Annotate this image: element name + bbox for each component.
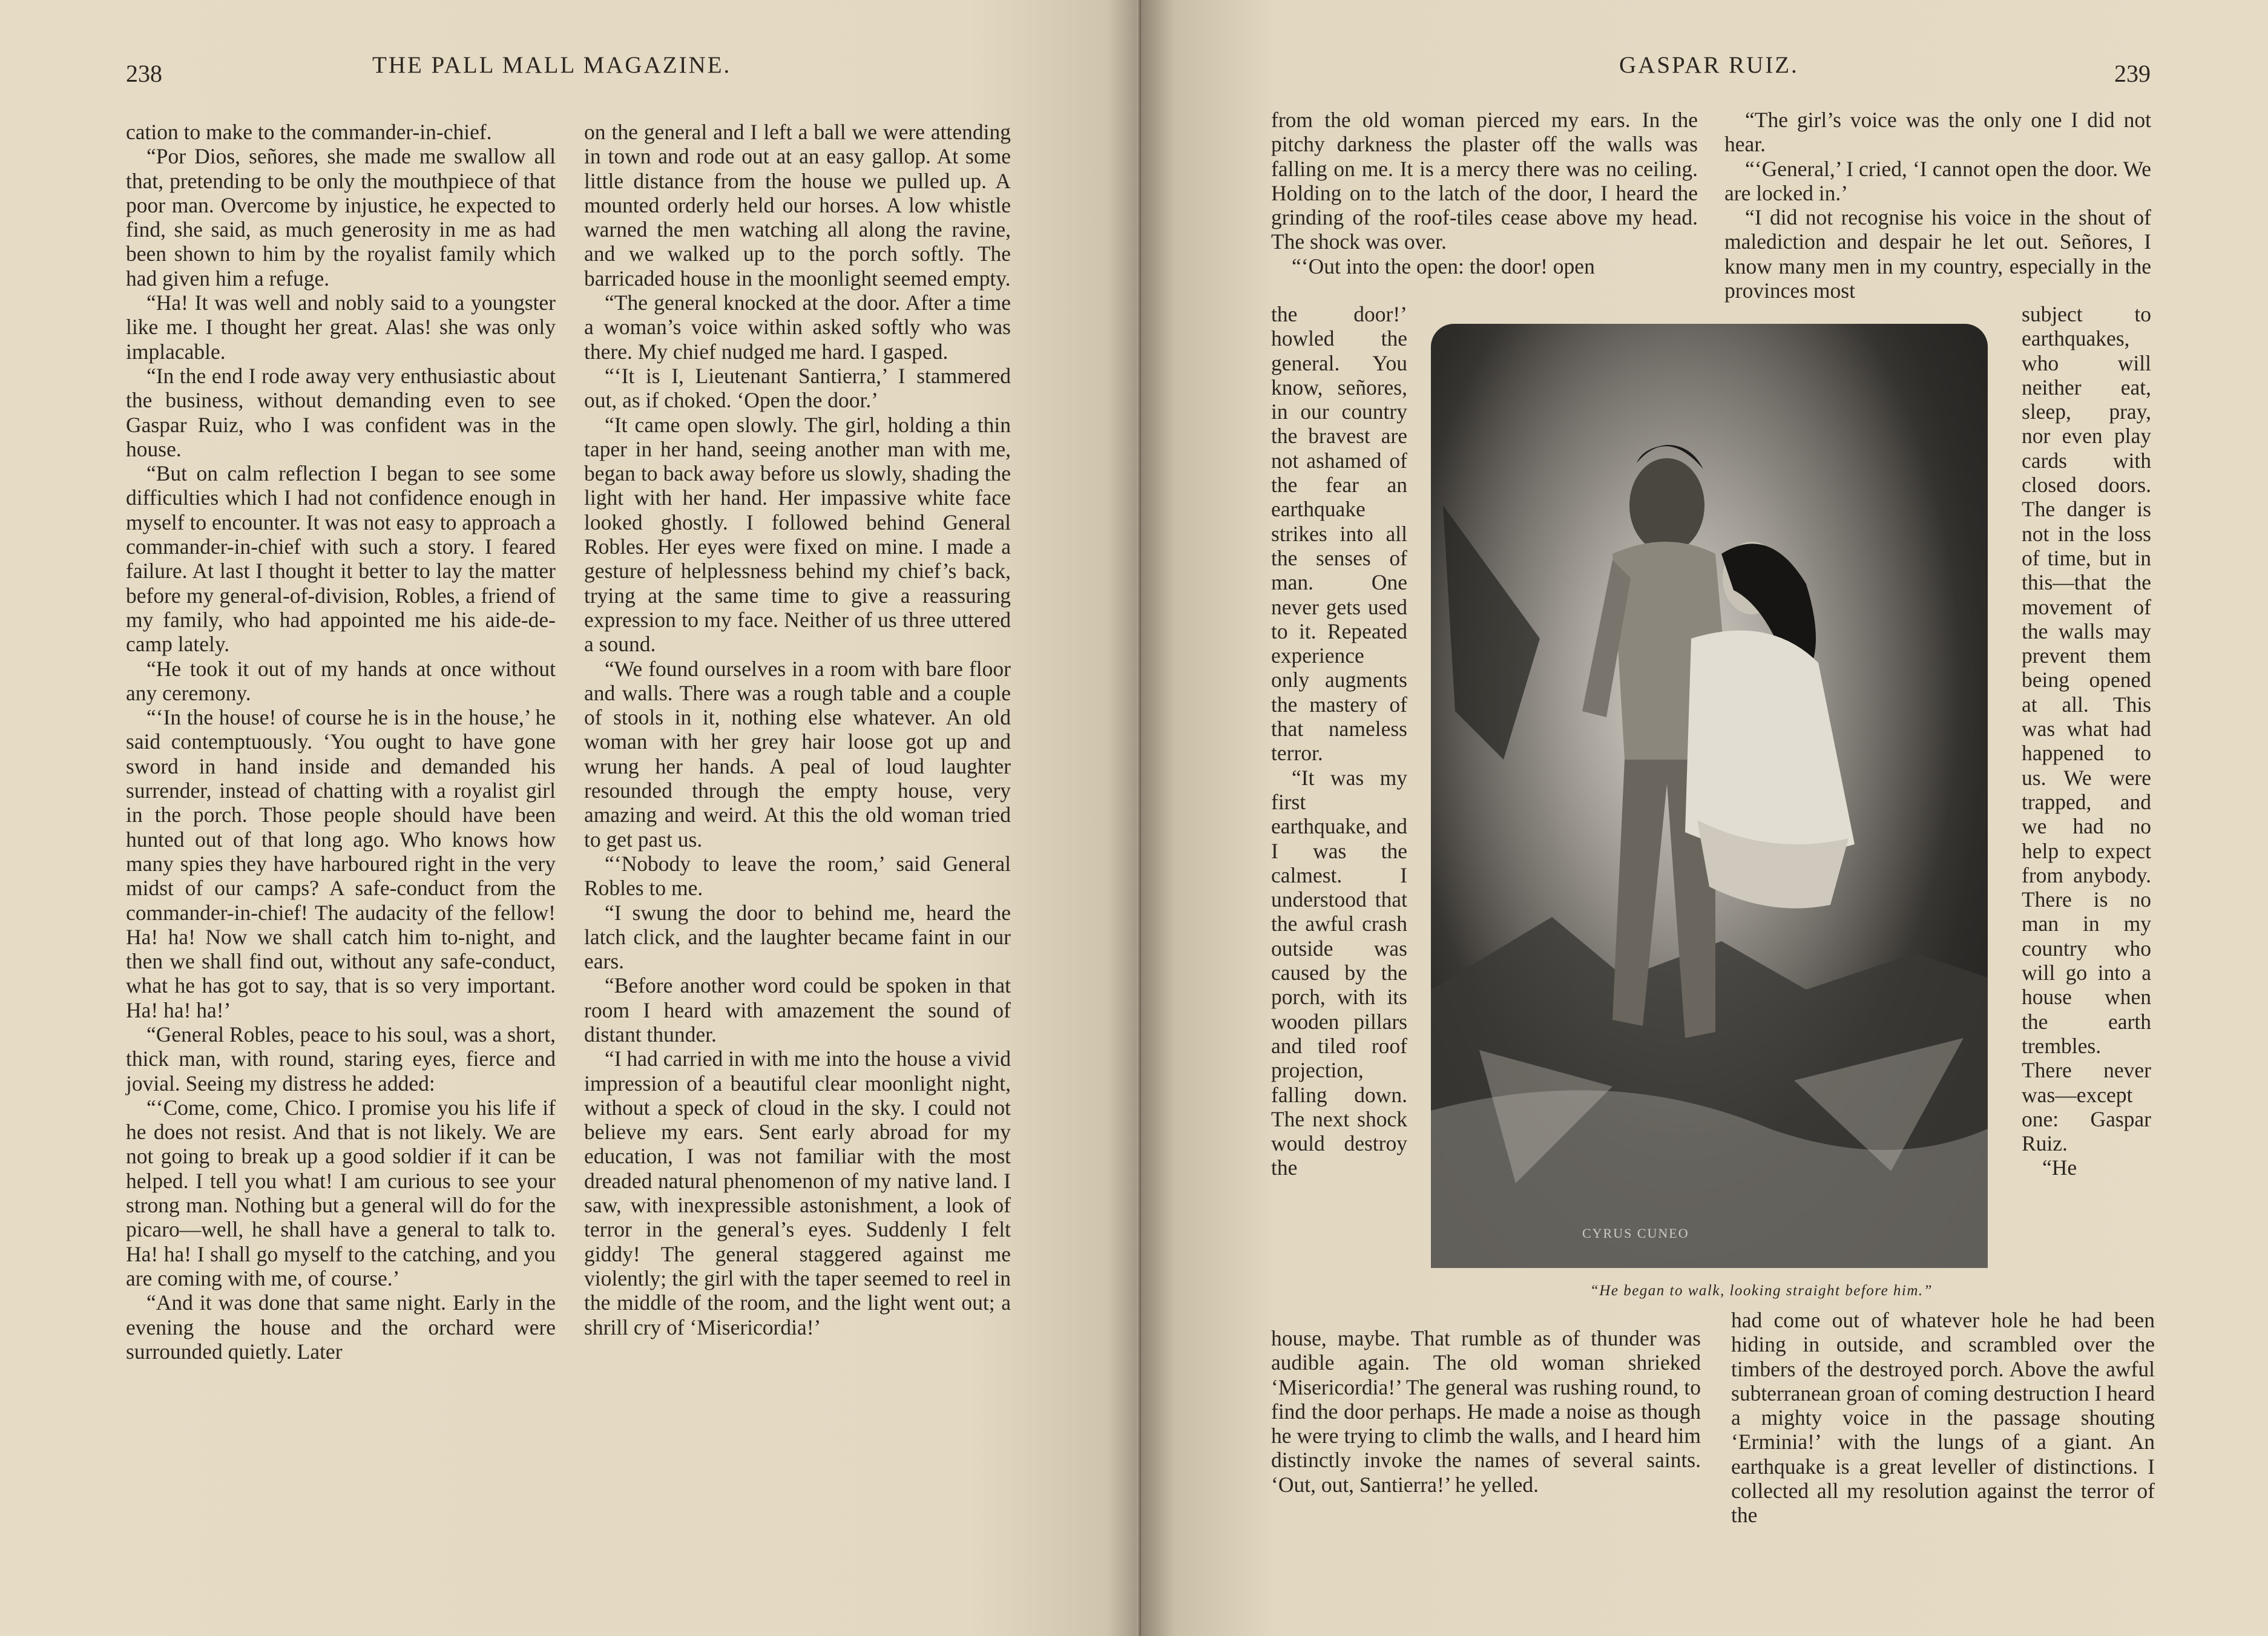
paragraph: had come out of whatever hole he had been hiding in outside, and scrambled over the timbers of the destroyed porch. Above the awful subterranean groan of coming destruction I heard a mighty voice in the passage shouting ‘Erminia!’ with the lungs of a giant. An earthquake is a great leveller of distinctions. I collected all my resolution against the terror of the bbox=[1731, 1308, 2155, 1528]
paragraph: house, maybe. That rumble as of thunder was audible again. The old woman shrieked ‘Misericordia!’ The general was rushing round, to find the door perhaps. He made a noise as though he were trying to climb the walls, and I heard him distinctly invoke the names of several saints. ‘Out, out, Santierra!’ he yelled. bbox=[1271, 1326, 1701, 1497]
paragraph: “‘It is I, Lieutenant Santierra,’ I stammered out, as if choked. ‘Open the door.’ bbox=[584, 363, 1011, 413]
paragraph: from the old woman pierced my ears. In the pitchy darkness the plaster off the walls was falling on me. It is a mercy there was no ceiling. Holding on to the latch of the door, I heard the grinding of the roof-tiles cease above my head. The shock was over. bbox=[1271, 108, 1698, 254]
paragraph: “Por Dios, señores, she made me swallow all that, pretending to be only the mouthpiece of that poor man. Overcome by injustice, he expected to find, she said, as much generosity in me as had been shown to him by the royalist family which had given him a refuge. bbox=[126, 144, 556, 291]
paragraph: “It came open slowly. The girl, holding a thin taper in her hand, seeing another man with me, began to back away before us slowly, shading the light with her hand. Her impassive white face looked ghostly. I followed behind General Robles. Her eyes were fixed on mine. I made a gesture of helplessness behind my chief’s back, trying at the same time to give a reassuring expression to my face. Neither of us three uttered a sound. bbox=[584, 412, 1011, 657]
left-running-head: THE PALL MALL MAGAZINE. bbox=[372, 52, 732, 78]
illustration-signature: CYRUS CUNEO bbox=[1582, 1226, 1689, 1241]
paragraph: cation to make to the commander-in-chief. bbox=[126, 120, 492, 144]
paragraph: “‘Out into the open: the door! open bbox=[1292, 254, 1595, 278]
right-column-2-top bbox=[1724, 108, 2151, 303]
paragraph: “‘In the house! of course he is in the house,’ he said contemptuously. ‘You ought to have gone sword in hand inside and demanded his surrender, instead of chatting with a royalist girl in the porch. Those people should have been hunted out of that long ago. Who knows how many spies they have harboured right in the very midst of our camps? A safe-conduct from the commander-in-chief! The audacity of the fellow! Ha! ha! Now we shall catch him to-night, and then we shall find out, without any safe-conduct, what he has got to say, that is so very important. Ha! ha! ha!’ bbox=[126, 705, 556, 1022]
right-running-head: GASPAR RUIZ. bbox=[1619, 52, 1799, 78]
paragraph: the door!’ howled the general. You know, señores, in our country the bravest are not ashamed of the fear an earthquake strikes into all the senses of man. One never gets used to it. Repeated experience only augments the mastery of that nameless terror. bbox=[1271, 302, 1407, 766]
paragraph: subject to earthquakes, who will neither eat, sleep, pray, nor even play cards with closed doors. The danger is not in the loss of time, but in this—that the movement of the walls may prevent them being opened at all. This was what had happened to us. We were trapped, and we had no help to expect from anybody. There is no man in my country who will go into a house when the earth trembles. There never was—except one: Gaspar Ruiz. bbox=[2022, 302, 2151, 1156]
paragraph: on the general and I left a ball we were attending in town and rode out at an easy gallop. At some little distance from the house we pulled up. A mounted orderly held our horses. A low whistle warned the men watching all along the ravine, and we walked up to the porch softly. The barricaded house in the moonlight seemed empty. bbox=[584, 120, 1011, 291]
paragraph: “He took it out of my hands at once without any ceremony. bbox=[126, 656, 556, 705]
paragraph: “I had carried in with me into the house a vivid impression of a beautiful clear moonlight night, without a speck of cloud in the sky. I could not believe my ears. Sent early abroad for my education, I was not familiar with the most dreaded natural phenomenon of my native land. I saw, with inexpressible astonishment, a look of terror in the general’s eyes. Suddenly I felt giddy! The general staggered against me violently; the girl with the taper seemed to reel in the middle of the room, and the light went out; a shrill cry of ‘Misericordia!’ bbox=[584, 1046, 1011, 1339]
paragraph: “I swung the door to behind me, heard the latch click, and the laughter became faint in our ears. bbox=[584, 900, 1011, 974]
paragraph: “He bbox=[2042, 1155, 2077, 1180]
right-column-2-narrow bbox=[2022, 302, 2151, 1180]
illustration-image bbox=[1431, 324, 1988, 1268]
paragraph: “‘General,’ I cried, ‘I cannot open the door. We are locked in.’ bbox=[1724, 156, 2151, 205]
paragraph: “Ha! It was well and nobly said to a youngster like me. I thought her great. Alas! she was only implacable. bbox=[126, 291, 556, 364]
right-column-1-bottom bbox=[1271, 1326, 1701, 1497]
illustration-caption: “He began to walk, looking straight before him.” bbox=[1589, 1283, 1933, 1299]
right-page-number: 239 bbox=[2114, 60, 2151, 87]
paragraph: “We found ourselves in a room with bare floor and walls. There was a rough table and a couple of stools in it, nothing else whatever. An old woman with her grey hair loose got up and wrung her hands. A peal of loud laughter resounded through the empty house, very amazing and weird. At this the old woman tried to get past us. bbox=[584, 656, 1011, 852]
paragraph: “‘Come, come, Chico. I promise you his life if he does not resist. And that is not likely. We are not going to break up a good soldier if it can be helped. I tell you what! I am curious to see your strong man. Nothing but a general will do for the picaro—well, he shall have a general to talk to. Ha! ha! I shall go myself to the catching, and you are coming with me, of course.’ bbox=[126, 1095, 556, 1290]
paragraph: “‘Nobody to leave the room,’ said General Robles to me. bbox=[584, 851, 1011, 901]
left-column-2 bbox=[584, 120, 1011, 1572]
paragraph: “It was my first earthquake, and I was the calmest. I understood that the awful crash outside was caused by the porch, with its wooden pillars and tiled roof projection, falling down. The next shock would destroy the bbox=[1271, 765, 1407, 1180]
right-column-1-top bbox=[1271, 108, 1698, 278]
right-column-1-narrow bbox=[1271, 302, 1407, 1180]
paragraph: “The general knocked at the door. After a time a woman’s voice within asked softly who was there. My chief nudged me hard. I gasped. bbox=[584, 291, 1011, 364]
paragraph: “Before another word could be spoken in that room I heard with amazement the sound of distant thunder. bbox=[584, 973, 1011, 1046]
paragraph: “But on calm reflection I began to see some difficulties which I had not confidence enough in myself to encounter. It was not easy to approach a commander-in-chief with such a story. I feared failure. At last I thought it better to lay the matter before my general-of-division, Robles, a friend of my family, who had appointed me his aide-de-camp lately. bbox=[126, 461, 556, 657]
left-column-1 bbox=[126, 120, 556, 1572]
paragraph: “In the end I rode away very enthusiastic about the business, without demanding even to see Gaspar Ruiz, who I was confident was in the house. bbox=[126, 363, 556, 461]
left-page-number: 238 bbox=[126, 60, 162, 87]
paragraph: “The girl’s voice was the only one I did not hear. bbox=[1724, 108, 2151, 157]
paragraph: “I did not recognise his voice in the shout of malediction and despair he let out. Señores, I know many men in my country, especially in the provinces most bbox=[1724, 205, 2151, 303]
right-column-2-bottom bbox=[1731, 1308, 2155, 1528]
paragraph: “And it was done that same night. Early in the evening the house and the orchard were surrounded quietly. Later bbox=[126, 1290, 556, 1364]
paragraph: “General Robles, peace to his soul, was a short, thick man, with round, staring eyes, fierce and jovial. Seeing my distress he added: bbox=[126, 1022, 556, 1096]
